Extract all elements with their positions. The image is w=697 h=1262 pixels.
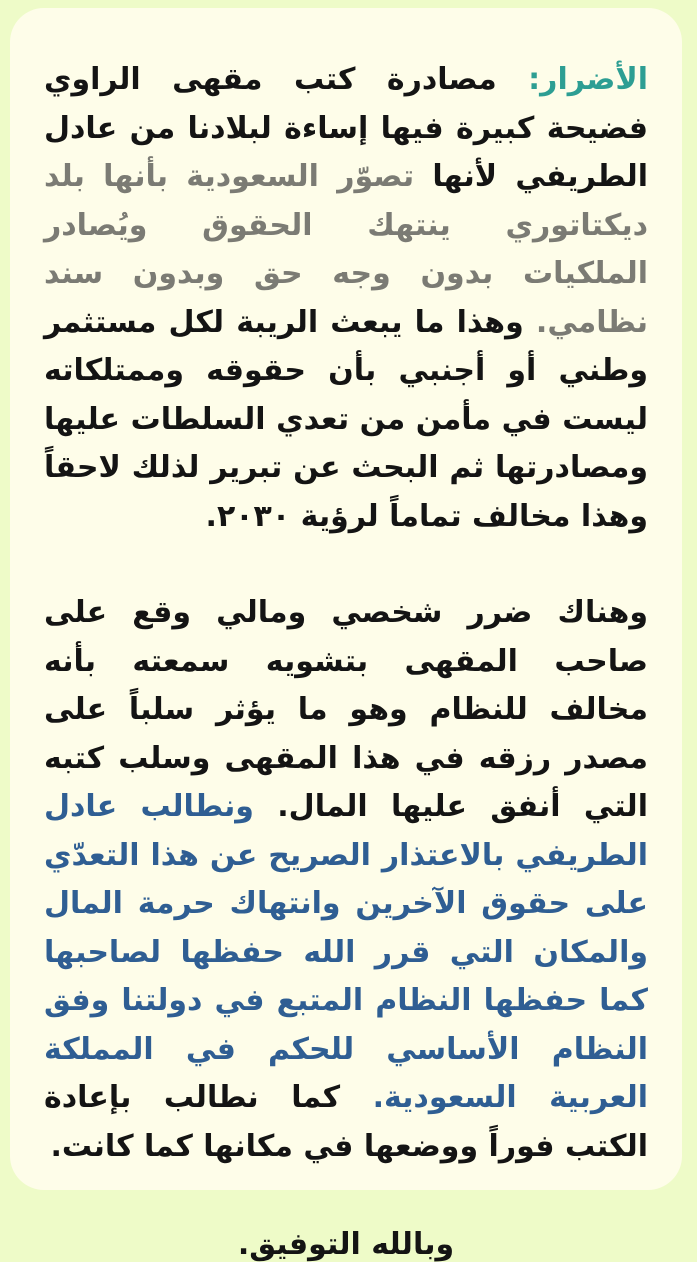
paragraph-damages xyxy=(44,56,648,541)
paragraph-damages-rest: وهذا ما يبعث الريبة لكل مستثمر وطني أو أجنبي بأن حقوقه وممتلكاته ليست في مأمن من تعدي السلطات عليها ومصادرتها ثم البحث عن تبرير لذلك لاحقاً وهذا مخالف تماماً لرؤية ٢٠٣٠. xyxy=(44,304,648,534)
paragraph-demands xyxy=(44,589,648,1171)
document-card xyxy=(10,8,682,1262)
paragraph-spacer xyxy=(44,541,648,589)
paragraph-demands-intro: وهناك ضرر شخصي ومالي وقع على صاحب المقهى بتشويه سمعته بأنه مخالف للنظام وهو ما يؤثر سلباً على مصدر رزقه في هذا المقهى وسلب كتبه التي أنفق عليها المال. xyxy=(44,595,648,824)
paragraph-demands-highlight: ونطالب عادل الطريفي بالاعتذار الصريح عن هذا التعدّي على حقوق الآخرين وانتهاك حرمة المال والمكان التي قرر الله حفظها لصاحبها كما حفظها النظام المتبع في دولتنا وفق النظام الأساسي للحكم في المملكة العربية السعودية. xyxy=(44,789,648,1115)
damages-label: الأضرار: xyxy=(528,62,648,97)
paragraph-demands-rest: كما نطالب بإعادة الكتب فوراً ووضعها في مكانها كما كانت. xyxy=(44,1080,648,1164)
paragraph-damages-intro: مصادرة كتب مقهى الراوي فضيحة كبيرة فيها إساءة لبلادنا من عادل الطريفي لأنها xyxy=(44,62,648,194)
paragraph-damages-highlight: تصوّر السعودية بأنها بلد ديكتاتوري ينتهك الحقوق ويُصادر الملكيات بدون وجه حق وبدون سند نظامي. xyxy=(44,159,648,340)
closing-line: وبالله التوفيق. xyxy=(237,1227,455,1262)
